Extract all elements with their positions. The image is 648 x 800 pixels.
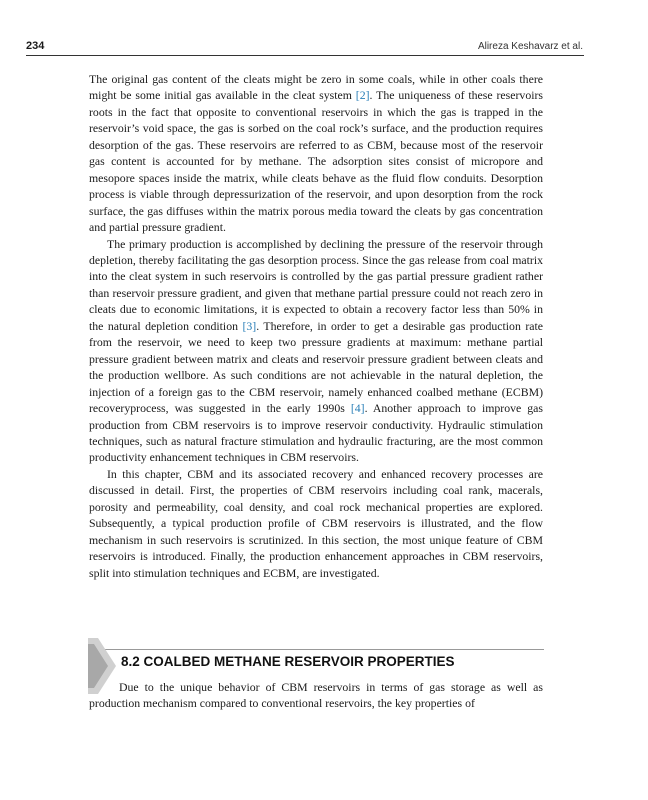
citation-link[interactable]: [3]: [242, 318, 257, 333]
running-head: Alireza Keshavarz et al.: [477, 41, 583, 52]
paragraph-text: In this chapter, CBM and its associated recovery and enhanced recovery processes are discussed in detail. First, the properties of CBM reservoirs including coal rank, macerals, porosity and permeability, coal density, and coal rock mechanical properties are explored. Subsequently, a typical production profile of CBM reservoirs is illustrated, and the flow mechanism in such reservoirs is scrutinized. In this section, the most unique feature of CBM reservoirs is introduced. Finally, the production enhancement approaches in CBM reservoirs, split into stimulation techniques and ECBM, are investigated.: [89, 466, 543, 580]
paragraph-3: [89, 466, 543, 581]
paragraph-2: [89, 236, 543, 466]
paragraph-text: . Another approach to improve gas production from CBM reservoirs is to improve reservoir conductivity. Hydraulic stimulation techniques, such as natural fracture stimulation and hydraulic fracturing, are the most common productivity enhancement techniques in CBM reservoirs.: [89, 401, 543, 465]
paragraph-text: . Therefore, in order to get a desirable gas production rate from the reservoir, we need to keep two pressure gradients at maximum: methane partial pressure gradient between matrix and cleats and reservoir pressure gradient between cleats and the production wellbore. As such conditions are not achievable in the natural depletion, the injection of a foreign gas to the CBM reservoir, namely enhanced coalbed methane (ECBM) recoveryprocess, was suggested in the early 1990s: [89, 318, 543, 416]
body-text: [89, 71, 543, 581]
section-divider: [90, 649, 544, 650]
page-number: 234: [26, 40, 45, 52]
paragraph-text: The original gas content of the cleats might be zero in some coals, while in other coals there might be some initial gas available in the cleat system: [89, 72, 543, 103]
section-intro: [89, 679, 543, 712]
paragraph-text: The primary production is accomplished by declining the pressure of the reservoir through depletion, thereby facilitating the gas desorption process. Since the gas release from coal matrix into the cleat system in such reservoirs is controlled by the gas partial pressure gradient rather than reservoir pressure gradient, and given that methane partial pressure could not reach zero in cleats due to economic limitations, it is expected to obtain a recovery factor less than 50% in the natural depletion condition: [89, 236, 543, 333]
section-title: 8.2 COALBED METHANE RESERVOIR PROPERTIES: [121, 654, 455, 669]
paragraph-1: [89, 71, 543, 236]
paragraph-text: . The uniqueness of these reservoirs roots in the fact that opposite to conventional reservoirs in which the gas is trapped in the reservoir’s void space, the gas is sorbed on the coal rock’s surface, and the production requires desorption of the gas. These reservoirs are referred to as CBM, because most of the reservoir gas content is accounted for by methane. The adsorption sites consist of micropore and mesopore spaces inside the matrix, while cleats behave as the fluid flow conduits. Desorption process is viable through depressurization of the reservoir, and upon desorption from the rock surface, the gas diffuses within the matrix porous media toward the cleats by gas concentration and partial pressure gradient.: [89, 88, 544, 235]
section-paragraph: Due to the unique behavior of CBM reservoirs in terms of gas storage as well as production mechanism compared to conventional reservoirs, the key properties of: [89, 680, 543, 711]
header-rule: [26, 55, 584, 56]
citation-link[interactable]: [4]: [350, 401, 365, 416]
citation-link[interactable]: [2]: [355, 88, 370, 103]
